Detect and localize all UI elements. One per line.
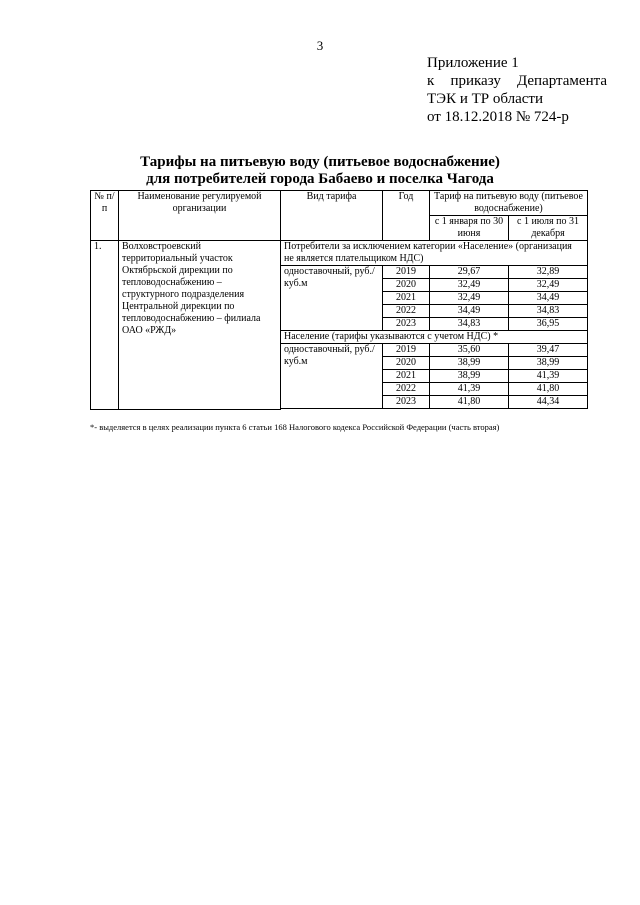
year-cell: 2022 xyxy=(383,383,430,396)
year-cell: 2020 xyxy=(383,279,430,292)
value-cell: 41,80 xyxy=(509,383,588,396)
year-cell: 2020 xyxy=(383,357,430,370)
year-cell: 2019 xyxy=(383,344,430,357)
header-period-1: с 1 января по 30 июня xyxy=(430,216,509,241)
appendix-line-2-c: Департамента xyxy=(516,73,607,89)
value-cell: 35,60 xyxy=(430,344,509,357)
appendix-header xyxy=(427,54,607,126)
appendix-line-3: ТЭК и ТР области xyxy=(427,91,543,107)
value-cell: 38,99 xyxy=(430,357,509,370)
tariff-type-2: одноставочный, руб./куб.м xyxy=(281,344,383,409)
header-num: № п/п xyxy=(91,191,119,241)
tariff-type-1: одноставочный, руб./куб.м xyxy=(281,266,383,331)
value-cell: 29,67 xyxy=(430,266,509,279)
year-cell: 2021 xyxy=(383,292,430,305)
header-org: Наименование регулируемой организации xyxy=(119,191,281,241)
footnote: *- выделяется в целях реализации пункта 6 статьи 168 Налогового кодекса Российской Федерации (часть вторая) xyxy=(90,422,500,432)
appendix-line-2-a: к xyxy=(427,73,435,89)
header-period-2: с 1 июля по 31 декабря xyxy=(509,216,588,241)
document-title xyxy=(0,154,640,188)
header-tariff: Тариф на питьевую воду (питьевое водоснабжение) xyxy=(430,191,588,216)
appendix-line-2 xyxy=(427,72,607,90)
value-cell: 41,39 xyxy=(430,383,509,396)
value-cell: 34,83 xyxy=(509,305,588,318)
value-cell: 36,95 xyxy=(509,318,588,331)
value-cell: 34,83 xyxy=(430,318,509,331)
title-line-2: для потребителей города Бабаево и поселка Чагода xyxy=(146,171,494,187)
value-cell: 32,49 xyxy=(430,279,509,292)
group-caption-2: Население (тарифы указываются с учетом НДС) * xyxy=(281,331,588,344)
year-cell: 2023 xyxy=(383,318,430,331)
value-cell: 38,99 xyxy=(430,370,509,383)
organization-name: Волховстроевский территориальный участок Октябрьской дирекции по тепловодоснабжению – структурного подразделения Центральной дирекции по тепловодоснабжению – филиала ОАО «РЖД» xyxy=(119,241,281,410)
group-caption-1: Потребители за исключением категории «Население» (организация не является плательщиком НДС) xyxy=(281,241,588,266)
value-cell: 44,34 xyxy=(509,396,588,409)
year-cell: 2021 xyxy=(383,370,430,383)
year-cell: 2022 xyxy=(383,305,430,318)
appendix-line-2-b: приказу xyxy=(450,73,501,89)
row-number: 1. xyxy=(91,241,119,410)
value-cell: 39,47 xyxy=(509,344,588,357)
value-cell: 32,89 xyxy=(509,266,588,279)
tariff-table xyxy=(90,190,588,410)
value-cell: 38,99 xyxy=(509,357,588,370)
year-cell: 2019 xyxy=(383,266,430,279)
title-line-1: Тарифы на питьевую воду (питьевое водоснабжение) xyxy=(140,154,500,170)
header-year: Год xyxy=(383,191,430,241)
value-cell: 34,49 xyxy=(509,292,588,305)
value-cell: 41,80 xyxy=(430,396,509,409)
appendix-line-1: Приложение 1 xyxy=(427,55,519,71)
appendix-line-4: от 18.12.2018 № 724-р xyxy=(427,109,569,125)
value-cell: 41,39 xyxy=(509,370,588,383)
value-cell: 32,49 xyxy=(430,292,509,305)
page-number: 3 xyxy=(316,38,324,53)
header-type: Вид тарифа xyxy=(281,191,383,241)
value-cell: 34,49 xyxy=(430,305,509,318)
year-cell: 2023 xyxy=(383,396,430,409)
value-cell: 32,49 xyxy=(509,279,588,292)
